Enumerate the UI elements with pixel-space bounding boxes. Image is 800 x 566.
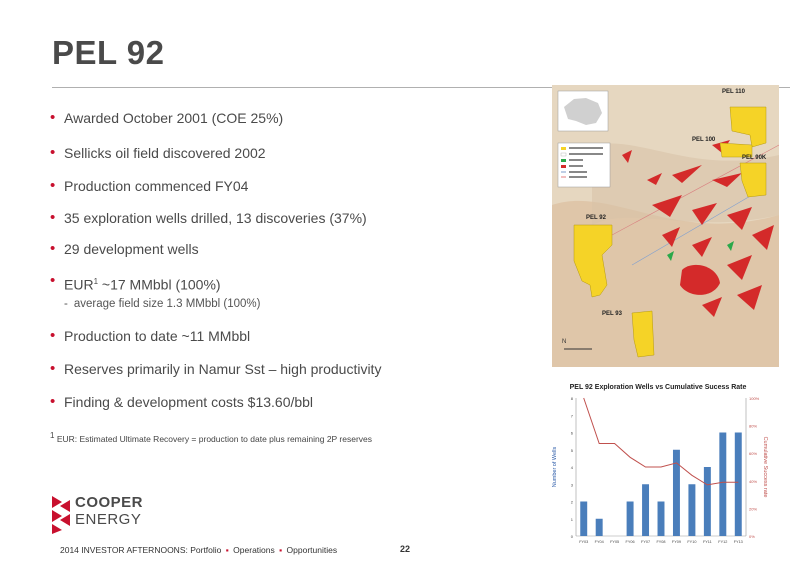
y-tick-label: 7 bbox=[570, 413, 573, 419]
bar bbox=[596, 519, 603, 536]
footnote-marker: 1 bbox=[93, 277, 99, 286]
bullet-dot-icon: • bbox=[50, 109, 56, 126]
footer-text bbox=[60, 545, 337, 555]
x-tick-label: FY13 bbox=[733, 540, 743, 544]
y2-tick-label: 80% bbox=[749, 423, 758, 429]
bullet-text: Reserves primarily in Namur Sst – high productivity bbox=[64, 361, 382, 377]
x-tick-label: FY07 bbox=[641, 540, 651, 544]
bullet-dot-icon: • bbox=[50, 209, 56, 226]
bar bbox=[688, 484, 695, 536]
svg-text:N: N bbox=[562, 339, 567, 345]
y-tick-label: 0 bbox=[570, 534, 573, 539]
y2-axis-title: Cumulative Success rate bbox=[762, 436, 768, 498]
bullet-dot-icon: • bbox=[50, 240, 56, 257]
bar bbox=[704, 467, 711, 536]
x-tick-label: FY05 bbox=[610, 540, 620, 544]
chart-title: PEL 92 Exploration Wells vs Cumulative Sucess Rate bbox=[569, 384, 747, 391]
x-tick-label: FY11 bbox=[702, 540, 712, 544]
cooper-energy-logo bbox=[50, 494, 150, 536]
sub-bullet-item bbox=[64, 298, 261, 310]
bullet-text: 35 exploration wells drilled, 13 discoveries (37%) bbox=[64, 210, 367, 226]
footnote-text: EUR: Estimated Ultimate Recovery = production to date plus remaining 2P reserves bbox=[54, 433, 373, 444]
footnote-marker: 1 bbox=[50, 431, 55, 440]
y-tick-label: 1 bbox=[570, 516, 573, 522]
logo-word-energy: ENERGY bbox=[75, 511, 142, 528]
footer-part: 2014 INVESTOR AFTERNOONS: Portfolio bbox=[60, 545, 222, 555]
bullet-dot-icon: • bbox=[50, 327, 56, 344]
bullet-item bbox=[50, 328, 250, 345]
x-tick-label: FY10 bbox=[687, 540, 697, 544]
map-graphic bbox=[552, 85, 779, 367]
y-tick-label: 5 bbox=[570, 447, 573, 453]
map-label-pel110: PEL 110 bbox=[722, 89, 745, 95]
logo-mark-icon bbox=[50, 494, 72, 534]
bullet-dot-icon: • bbox=[50, 177, 56, 194]
bullet-text: Awarded October 2001 (COE 25%) bbox=[64, 110, 284, 126]
x-tick-label: FY03 bbox=[579, 540, 589, 544]
x-tick-label: FY09 bbox=[671, 540, 681, 544]
success-rate-line bbox=[584, 398, 739, 485]
footer-separator: ▪ bbox=[225, 545, 229, 555]
y-tick-label: 4 bbox=[570, 465, 573, 470]
y-tick-label: 3 bbox=[570, 482, 573, 488]
bullet-dot-icon: • bbox=[50, 144, 56, 161]
footer-part: Operations bbox=[233, 545, 275, 555]
bar bbox=[642, 484, 649, 536]
y-tick-label: 2 bbox=[570, 499, 573, 505]
sub-bullet-text: average field size 1.3 MMbbl (100%) bbox=[73, 298, 261, 310]
x-tick-label: FY12 bbox=[718, 540, 728, 544]
chart-svg bbox=[538, 378, 778, 553]
x-tick-label: FY06 bbox=[625, 540, 635, 544]
bullet-text: Production commenced FY04 bbox=[64, 178, 249, 194]
footer-separator: ▪ bbox=[279, 545, 283, 555]
bar bbox=[580, 502, 587, 537]
bullet-text: Finding & development costs $13.60/bbl bbox=[64, 394, 314, 410]
bullet-item bbox=[50, 361, 381, 378]
bullet-item bbox=[50, 210, 367, 227]
bullet-item bbox=[50, 273, 221, 294]
bullet-item bbox=[50, 110, 283, 127]
bullet-text: Production to date ~11 MMbbl bbox=[64, 328, 251, 344]
y2-tick-label: 60% bbox=[749, 451, 758, 457]
bar bbox=[719, 433, 726, 537]
map-label-pel92: PEL 92 bbox=[586, 215, 606, 221]
bullet-text: EUR bbox=[64, 276, 94, 293]
exploration-chart bbox=[538, 378, 778, 553]
bullet-dot-icon: • bbox=[50, 393, 56, 410]
y2-tick-label: 40% bbox=[749, 478, 758, 484]
bar bbox=[735, 433, 742, 537]
logo-word-cooper: COOPER bbox=[75, 494, 144, 511]
bullet-item bbox=[50, 394, 313, 411]
bar bbox=[627, 502, 634, 537]
bullet-item bbox=[50, 241, 199, 258]
y-tick-label: 8 bbox=[570, 396, 573, 401]
page-number: 22 bbox=[400, 544, 411, 554]
y-axis-title: Number of Wells bbox=[552, 446, 558, 488]
y2-tick-label: 100% bbox=[749, 396, 760, 401]
bar bbox=[658, 502, 665, 537]
footer-part: Opportunities bbox=[286, 545, 338, 555]
footnote bbox=[50, 431, 372, 444]
sub-bullet-dash: - bbox=[64, 298, 68, 310]
bullet-text: 29 development wells bbox=[64, 241, 199, 257]
permit-map bbox=[552, 85, 779, 367]
bullet-dot-icon: • bbox=[50, 272, 56, 289]
y2-tick-label: 0% bbox=[749, 534, 755, 539]
map-label-pel93: PEL 93 bbox=[602, 311, 622, 317]
bullet-item bbox=[50, 145, 266, 162]
x-tick-label: FY08 bbox=[656, 540, 666, 544]
bullet-text: Sellicks oil field discovered 2002 bbox=[64, 145, 266, 161]
map-label-pel100: PEL 100 bbox=[692, 137, 716, 143]
y-tick-label: 6 bbox=[570, 430, 573, 436]
y2-tick-label: 20% bbox=[749, 506, 758, 512]
bullet-text: ~17 MMbbl (100%) bbox=[98, 276, 221, 293]
x-tick-label: FY04 bbox=[594, 540, 604, 544]
bullet-item bbox=[50, 178, 248, 195]
slide-title: PEL 92 bbox=[52, 34, 165, 71]
bullet-dot-icon: • bbox=[50, 360, 56, 377]
map-label-pel90k: PEL 90K bbox=[742, 155, 767, 161]
